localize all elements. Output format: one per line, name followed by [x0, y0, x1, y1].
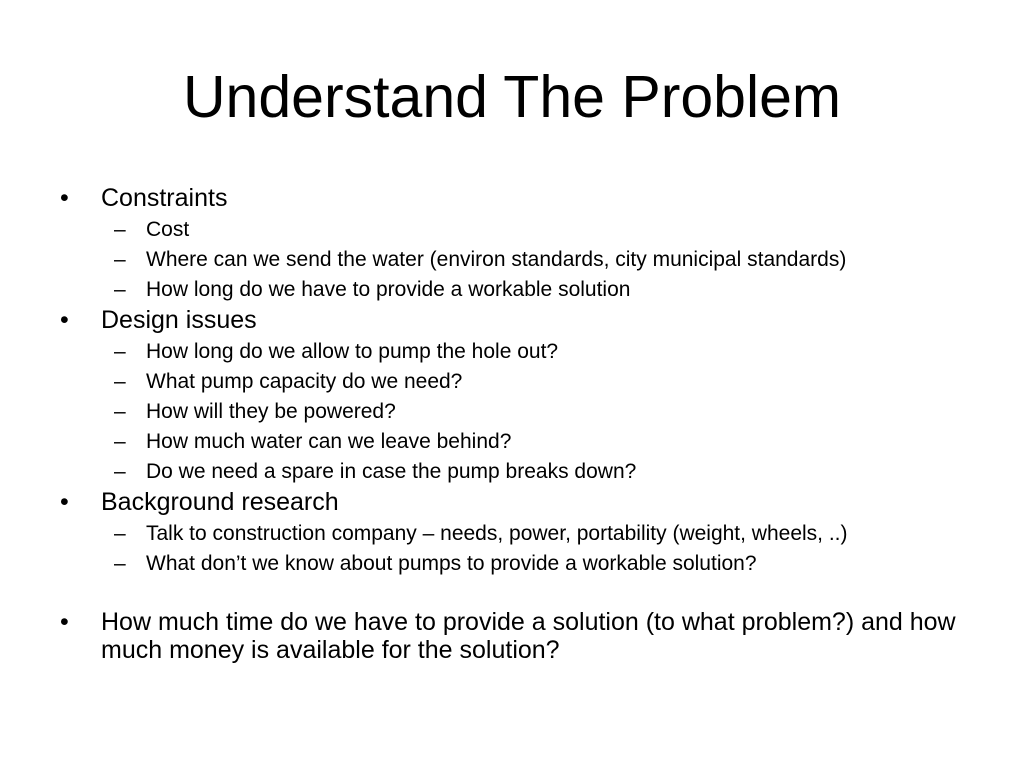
subbullet: [60, 552, 980, 576]
bullet-time-and-money: [60, 608, 980, 664]
bullet-text: Constraints: [101, 184, 228, 212]
bullet-icon: •: [60, 608, 69, 636]
bullet-design-issues: [60, 306, 980, 334]
dash-icon: –: [114, 278, 126, 301]
dash-icon: –: [114, 522, 126, 545]
subbullet-text: What don’t we know about pumps to provide a workable solution?: [146, 552, 757, 575]
subbullet-text: How long do we have to provide a workable solution: [146, 278, 631, 301]
subbullet-text: How will they be powered?: [146, 400, 396, 423]
bullet-text: Background research: [101, 488, 339, 516]
subbullet-text: Cost: [146, 218, 190, 241]
slide-content: [60, 180, 980, 664]
dash-icon: –: [114, 370, 126, 393]
bullet-constraints: [60, 184, 980, 212]
bullet-text: Design issues: [101, 306, 257, 334]
subbullet: [60, 278, 980, 302]
dash-icon: –: [114, 340, 126, 363]
dash-icon: –: [114, 552, 126, 575]
dash-icon: –: [114, 248, 126, 271]
subbullet-text: What pump capacity do we need?: [146, 370, 463, 393]
subbullet: [60, 430, 980, 454]
subbullet: [60, 522, 980, 546]
dash-icon: –: [114, 460, 126, 483]
bullet-icon: •: [60, 488, 69, 516]
bullet-icon: •: [60, 306, 69, 334]
bullet-text: How much time do we have to provide a solution (to what problem?) and how much money is available for the solution?: [101, 608, 956, 664]
subbullet: [60, 218, 980, 242]
spacer: [60, 576, 980, 604]
bullet-background-research: [60, 488, 980, 516]
dash-icon: –: [114, 430, 126, 453]
subbullet: [60, 370, 980, 394]
dash-icon: –: [114, 218, 126, 241]
subbullet: [60, 460, 980, 484]
subbullet-text: Where can we send the water (environ standards, city municipal standards): [146, 248, 847, 271]
dash-icon: –: [114, 400, 126, 423]
subbullet: [60, 248, 980, 272]
slide-title: Understand The Problem: [182, 64, 842, 130]
subbullet: [60, 400, 980, 424]
bullet-icon: •: [60, 184, 69, 212]
subbullet-text: Talk to construction company – needs, power, portability (weight, wheels, ..): [146, 522, 848, 545]
subbullet: [60, 340, 980, 364]
subbullet-text: How long do we allow to pump the hole out?: [146, 340, 559, 363]
subbullet-text: How much water can we leave behind?: [146, 430, 512, 453]
subbullet-text: Do we need a spare in case the pump breaks down?: [146, 460, 637, 483]
